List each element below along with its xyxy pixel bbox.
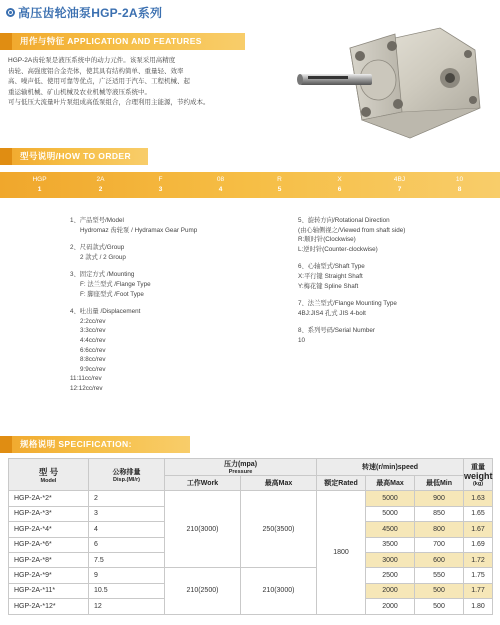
option-block-displacement: 4、吐出量 /Displacement 2:2cc/rev 3:3cc/rev 4:4cc/rev 6:6cc/rev 8:8cc/rev 9:9cc/rev 11:11cc/rev 12:12cc/rev <box>70 308 141 392</box>
table-row: HGP-2A-*8* 7.5 3000 600 1.72 <box>9 552 493 567</box>
pressure-max-group1: 250(3500) <box>241 491 317 568</box>
col-smax: 最高Max <box>366 476 415 491</box>
bullet-circle-icon <box>6 8 15 17</box>
table-row: HGP-2A-*12* 12 2000 500 1.80 <box>9 599 493 614</box>
option-block-serial: 8、系列号码/Serial Number 10 <box>298 327 375 344</box>
order-options-left <box>70 216 280 402</box>
col-model: 型 号 Model <box>9 459 89 491</box>
order-code-cell: F 3 <box>158 176 163 193</box>
option-block-flange: 7、法兰型式/Flange Mounting Type 4BJ:JIS4 孔式 JIS 4-bolt <box>298 300 397 317</box>
features-header <box>0 33 245 50</box>
page-title-text: 高压齿轮油泵HGP-2A系列 <box>18 6 163 20</box>
table-row: HGP-2A-*2* 2 210(3000) 250(3500) 1800 5000 900 1.63 <box>9 491 493 506</box>
option-block-model: 1、产品型号/Model Hydromaz 齿轮泵 / Hydramax Gear Pump <box>70 217 198 234</box>
order-code-cell: X 6 <box>337 176 342 193</box>
spec-header-row <box>9 459 493 476</box>
col-pressure: 压力(mpa) Pressure <box>165 459 317 476</box>
table-row: HGP-2A-*4* 4 4500 800 1.67 <box>9 522 493 537</box>
order-header-label: 型号说明/HOW TO ORDER <box>20 151 132 161</box>
intro-line: 可与低压大流量叶片泵组成高低泵组合，合理利用主能源，节约成本。 <box>8 99 210 107</box>
pressure-work-group1: 210(3000) <box>165 491 241 568</box>
col-speed: 转速(r/min)speed <box>317 459 464 476</box>
table-row: HGP-2A-*11* 10.5 2000 500 1.77 <box>9 583 493 598</box>
option-block-mounting: 3、固定方式 /Mounting F: 法兰型式 /Flange Type F: 脚座型式 /Foot Type <box>70 271 151 298</box>
intro-line: HGP-2A齿轮泵是液压系统中的动力元件。该泵采用高精度 <box>8 57 176 64</box>
spec-table <box>8 458 493 615</box>
option-block-group: 2、尺码款式/Group 2 款式 / 2 Group <box>70 244 126 261</box>
header-tab-marker <box>0 33 12 50</box>
page-title <box>6 4 162 21</box>
gear-pump-image <box>290 20 490 150</box>
order-code-cell: 08 4 <box>216 176 225 193</box>
features-header-label: 用作与特征 APPLICATION AND FEATURES <box>20 36 202 46</box>
col-pmax: 最高Max <box>241 476 317 491</box>
table-row: HGP-2A-*9* 9 210(2500) 210(3000) 2500 550 1.75 <box>9 568 493 583</box>
table-row: HGP-2A-*3* 3 5000 850 1.65 <box>9 506 493 521</box>
spec-header <box>0 436 190 453</box>
option-block-shaft: 6、心轴型式/Shaft Type X:平行键 Straight Shaft Y:梅花键 Spline Shaft <box>298 263 365 290</box>
order-options-right <box>298 216 498 354</box>
spec-header-label: 规格说明 SPECIFICATION: <box>20 439 132 449</box>
intro-line: 齿轮、高强度铝合金壳体，使其具有结构简单、重量轻、效率 <box>8 67 184 75</box>
order-code-cell: R 5 <box>277 176 282 193</box>
order-code-strip <box>0 172 500 198</box>
col-smin: 最低Min <box>415 476 464 491</box>
header-tab-marker <box>0 436 12 453</box>
intro-line: 重运输机械、矿山机械及农业机械等液压系统中。 <box>8 88 151 96</box>
rated-speed: 1800 <box>317 491 366 614</box>
col-weight: 重量 weight (kg) <box>464 459 493 491</box>
order-header <box>0 148 148 165</box>
order-code-cell: 2A 2 <box>96 176 105 193</box>
pressure-work-group2: 210(2500) <box>165 568 241 614</box>
intro-line: 高、噪声低、使用可靠等优点，广泛适用于汽车、工程机械、起 <box>8 78 190 86</box>
option-block-rotation: 5、旋转方向/Rotational Direction (由心轴侧视之/Viewed from shaft side) R:顺时针(Clockwise) L:逆时针(Counter-clockwise) <box>298 217 406 253</box>
intro-text <box>8 56 268 109</box>
col-work: 工作Work <box>165 476 241 491</box>
header-tab-marker <box>0 148 12 165</box>
col-disp: 公称排量 Disp.(Ml/r) <box>89 459 165 491</box>
order-code-cell: 10 8 <box>455 176 464 193</box>
order-code-cell: 4BJ 7 <box>393 176 406 193</box>
table-row: HGP-2A-*6* 6 3500 700 1.69 <box>9 537 493 552</box>
order-code-cell: HGP 1 <box>32 176 47 193</box>
pressure-max-group2: 210(3000) <box>241 568 317 614</box>
col-rated: 额定Rated <box>317 476 366 491</box>
